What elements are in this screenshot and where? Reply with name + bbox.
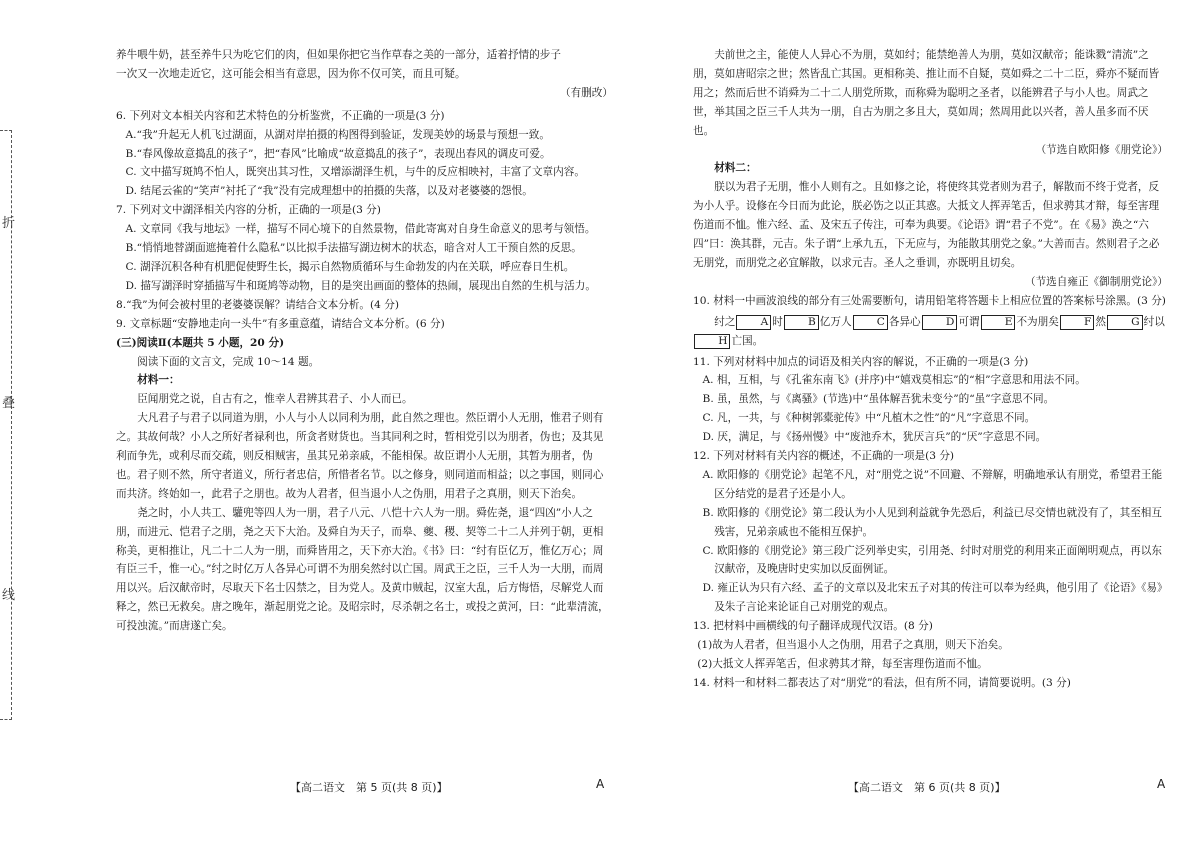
option: B.“春风像故意捣乱的孩子”，把“春风”比喻成“故意捣乱的孩子”，表现出春风的调皮可爱。 (125, 147, 551, 160)
question-10-stem: 10. 材料一中画波浪线的部分有三处需要断句，请用铅笔将答题卡上相应位置的答案标号涂黑。(3 分) (693, 294, 1166, 307)
translation-item: (2)大抵文人挥弄笔舌，但求骋其才辩，每至害理伤道而不恤。 (697, 658, 988, 670)
question-8: 8.“我”为何会被村里的老婆婆误解？请结合文本分析。(4 分) (116, 298, 399, 311)
option: B. 虽，虽然，与《离骚》(节选)中“虽体解吾犹未变兮”的“虽”字意思不同。 (702, 393, 1055, 406)
source-note: （节选自欧阳修《朋党论》） (1035, 143, 1168, 156)
binding-char: 折 (2, 216, 16, 231)
paper-version-mark: A (1157, 777, 1166, 791)
binding-char: 线 (2, 588, 16, 603)
option: A. 文章同《我与地坛》一样，描写不同心境下的自然景物，借此寄寓对自身生命意义的思考与领悟。 (125, 223, 596, 236)
question-13-stem: 13. 把材料中画横线的句子翻译成现代汉语。(8 分) (693, 620, 933, 633)
option: A.“我”升起无人机飞过湖面，从湖对岸拍摄的构图得到验证，发现美妙的场景与预想一致。 (125, 128, 550, 141)
option: C. 欧阳修的《朋党论》第三段广泛列举史实，引用尧、纣时对朋党的利用来正面阐明观点，再以东汉献帝，及晚唐时史实加以反面例证。 (702, 544, 1162, 576)
segment: 亿万人 (819, 315, 852, 328)
segment: 纣以 (1143, 315, 1165, 328)
material-paragraph: 尧之时，小人共工、驩兜等四人为一朋，君子八元、八恺十六人为一朋。舜佐尧，退“四凶”小人之朋，而进元、恺君子之朋，尧之天下大治。及舜自为天子，而皋、夔、稷、契等二十二人并列于朝，更相称美，更相推让，凡二十二人为一朋，而舜皆用之，天下亦大治。《书》曰：“纣有臣亿万，惟亿万心；周有臣三千，惟一心。”纣之时亿万人各异心可谓不为朋矣然纣以亡国。周武王之臣，三千人为一大朋，而周用以兴。后汉献帝时，尽取天下名士囚禁之，目为党人。及黄巾贼起，汉室大乱，后方悔悟，尽解党人而释之，然已无救矣。唐之晚年，渐起朋党之论。及昭宗时，尽杀朝之名士，或投之黄河，曰：“此辈清流，可投浊流。”而唐遂亡矣。 (116, 506, 609, 633)
question-11-stem: 11. 下列对材料中加点的词语及相关内容的解说，不正确的一项是(3 分) (693, 355, 1029, 368)
page-footer: 【高二语文 第 6 页(共 8 页)】 (848, 781, 1006, 794)
intro-line: 一次又一次地走近它，这可能会相当有意思，因为你不仅可笑，而且可疑。 (116, 67, 466, 80)
option: D. 描写湖泽时穿插描写牛和斑鸠等动物，目的是突出画面的整体的热闹，展现出自然的生机与活力。 (125, 279, 596, 292)
question-9: 9. 文章标题“安静地走向一头牛”有多重意蕴，请结合文本分析。(6 分) (116, 317, 445, 330)
section-heading: (三)阅读Ⅱ(本题共 5 小题，20 分) (116, 336, 285, 349)
answer-box-c: C (853, 315, 888, 330)
source-note: （节选自雍正《御制朋党论》） (1024, 275, 1168, 288)
option: C. 湖泽沉积各种有机肥促使野生长，揭示自然物质循环与生命勃发的内在关联，呼应春日生机。 (125, 260, 575, 273)
right-page (693, 46, 1168, 693)
material-1-title: 材料一： (137, 374, 180, 387)
question-7-stem: 7. 下列对文中湖泽相关内容的分析，正确的一项是(3 分) (116, 204, 381, 217)
material-2-title: 材料二： (714, 162, 757, 175)
binding-char: 叠 (2, 396, 16, 411)
option: A. 欧阳修的《朋党论》起笔不凡，对“朋党之说”不回避、不辩解，明确地承认有朋党，希望君王能区分结党的是君子还是小人。 (702, 468, 1163, 500)
option: C. 凡，一共，与《种树郭橐驼传》中“凡植木之性”的“凡”字意思不同。 (702, 412, 1036, 425)
option: A. 相，互相，与《孔雀东南飞》(并序)中“嬉戏莫相忘”的“相”字意思和用法不同。 (702, 374, 1086, 387)
segment: 亡国。 (731, 334, 764, 347)
answer-box-b: B (784, 315, 819, 330)
segment: 可谓 (958, 315, 980, 328)
option: C. 文中描写斑鸠不怕人，既突出其习性，又增添湖泽生机，与牛的反应相映衬，丰富了文章内容。 (125, 166, 585, 179)
segment: 不为朋矣 (1016, 315, 1059, 328)
question-14: 14. 材料一和材料二都表达了对“朋党”的看法，但有所不同，请简要说明。(3 分) (693, 676, 1071, 689)
translation-item: (1)故为人君者，但当退小人之伪朋，用君子之真朋，则天下治矣。 (697, 639, 1009, 652)
source-note: （有删改） (560, 86, 613, 99)
material-paragraph: 臣闻朋党之说，自古有之，惟幸人君辨其君子、小人而已。 (137, 393, 413, 406)
option: B.“悄悄地替湖面遮掩着什么隐私”以比拟手法描写湖边树木的状态，暗含对人工干预自然的反思。 (125, 242, 582, 255)
question-6-stem: 6. 下列对文本相关内容和艺术特色的分析鉴赏，不正确的一项是(3 分) (116, 109, 445, 122)
answer-box-f: F (1060, 315, 1095, 330)
answer-box-e: E (981, 315, 1016, 330)
left-page (116, 46, 613, 636)
segment: 纣之 (714, 315, 736, 328)
question-12-stem: 12. 下列对材料有关内容的概述，不正确的一项是(3 分) (693, 450, 955, 463)
page-footer: 【高二语文 第 5 页(共 8 页)】 (290, 781, 448, 794)
answer-box-d: D (922, 315, 958, 330)
section-intro: 阅读下面的文言文，完成 10～14 题。 (137, 355, 320, 368)
intro-line: 养牛喂牛奶，甚至养牛只为吃它们的肉，但如果你把它当作草春之美的一部分，适着抒情的步子 (116, 49, 561, 61)
segment: 然 (1095, 315, 1106, 328)
option: D. 雍正认为只有六经、孟子的文章以及北宋五子对其的传注可以奉为经典，他引用了《论语》《易》及朱子言论来论证自己对朋党的观点。 (702, 582, 1168, 614)
material-paragraph: 大凡君子与君子以同道为朋，小人与小人以同利为朋，此自然之理也。然臣谓小人无朋，惟君子则有之。其故何哉？小人之所好者禄利也，所贪者财货也。当其同利之时，暂相党引以为朋者，伪也；及其见利而争先，或利尽而交疏，则反相贼害，虽其兄弟亲戚，不能相保。故臣谓小人无朋，其暂为朋者，伪也。君子则不然，所守者道义，所行者忠信，所惜者名节。以之修身，则同道而相益；以之事国，则同心而共济。终始如一，此君子之朋也。故为人君者，但当退小人之伪朋，用君子之真朋，则天下治矣。 (116, 412, 604, 500)
option: D. 结尾云雀的“笑声”衬托了“我”没有完成理想中的拍摄的失落，以及对老婆婆的怨恨。 (125, 185, 533, 198)
option: D. 厌，满足，与《扬州慢》中“废池乔木，犹厌言兵”的“厌”字意思不同。 (702, 431, 1047, 444)
answer-box-h: H (694, 334, 730, 349)
segment: 各异心 (888, 315, 921, 328)
material-paragraph: 夫前世之主，能使人人异心不为朋，莫如纣；能禁绝善人为朋，莫如汉献帝；能诛戮“清流”之朋，莫如唐昭宗之世；然皆乱亡其国。更相称美、推让而不自疑，莫如舜之二十二臣，舜亦不疑而皆用之；然而后世不诮舜为二十二人朋党所欺，而称舜为聪明之圣者，以能辨君子与小人也。周武之世，举其国之臣三千人共为一朋，自古为朋之多且大，莫如周；然周用此以兴者，善人虽多而不厌也。 (693, 49, 1160, 137)
punctuation-line (693, 313, 1168, 351)
paper-version-mark: A (596, 777, 605, 791)
answer-box-a: A (736, 315, 771, 330)
material-paragraph: 朕以为君子无朋，惟小人则有之。且如修之论，将使终其党者则为君子，解散而不终于党者，反为小人乎。设修在今日而为此论，朕必饬之以正其惑。大抵文人挥弄笔舌，但求骋其才辩，每至害理伤道而不恤。惟六经、孟、及宋五子传注，可奉为典要。《论语》谓“君子不党”。在《易》涣之“六四”曰：涣其群，元吉。朱子谓“上承九五，下无应与，为能散其朋党之象。”大善而吉。然则君子之必无朋党，而朋党之必宜解散，以求元吉。圣人之垂训，亦既明且切矣。 (693, 181, 1160, 269)
option: B. 欧阳修的《朋党论》第二段认为小人见到利益就争先恐后，利益已尽交情也就没有了，其至相互残害，兄弟亲戚也不能相互保护。 (702, 506, 1162, 538)
answer-box-g: G (1107, 315, 1143, 330)
segment: 时 (772, 315, 783, 328)
